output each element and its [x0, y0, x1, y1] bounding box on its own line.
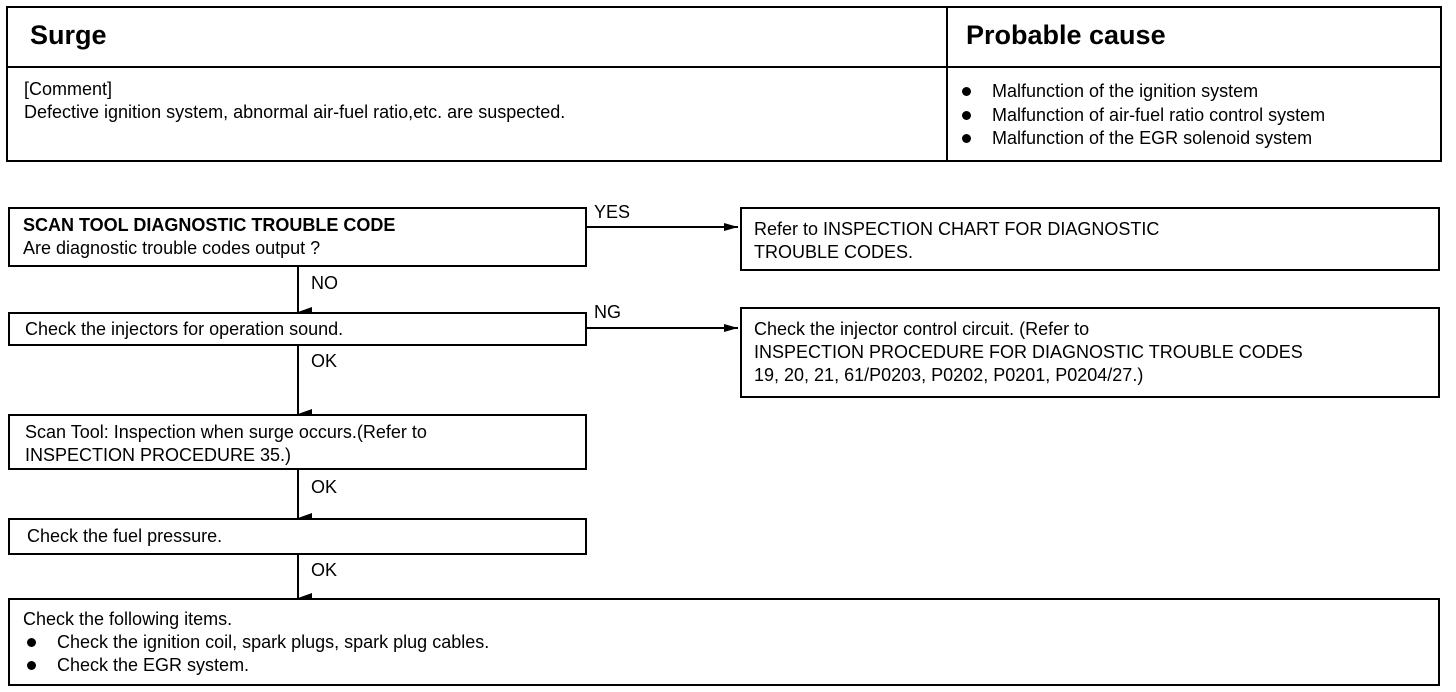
bullet-icon: [27, 638, 36, 647]
bullet-icon: [27, 661, 36, 670]
step-question: Are diagnostic trouble codes output ?: [23, 238, 321, 258]
ok-label-2: OK: [311, 477, 338, 497]
result-injector-circuit: Check the injector control circuit. (Refer to INSPECTION PROCEDURE FOR DIAGNOSTIC TROUBLE CODES 19, 20, 21, 61/P0203, P0202, P0201, P0204/27.): [740, 307, 1440, 398]
list-item: Malfunction of the EGR solenoid system: [958, 127, 1325, 151]
step-fuel-pressure: Check the fuel pressure.: [8, 518, 587, 555]
list-item: Check the EGR system.: [23, 654, 1426, 677]
list-item: Malfunction of air-fuel ratio control system: [958, 104, 1325, 128]
comment-text: Defective ignition system, abnormal air-fuel ratio,etc. are suspected.: [24, 102, 566, 122]
step-scan-tool-dtc: [8, 207, 587, 267]
step-injector-sound: Check the injectors for operation sound.: [8, 312, 587, 346]
step-check-items: [8, 598, 1440, 686]
step-title: SCAN TOOL DIAGNOSTIC TROUBLE CODE: [23, 215, 396, 235]
result-dtc-chart: Refer to INSPECTION CHART FOR DIAGNOSTIC TROUBLE CODES.: [740, 207, 1440, 271]
probable-cause-title: Probable cause: [966, 20, 1166, 50]
comment-label: [Comment]: [24, 79, 113, 99]
ng-label: NG: [594, 302, 621, 322]
no-label: NO: [311, 273, 338, 293]
ok-label-1: OK: [311, 351, 338, 371]
check-items-list: [23, 631, 1426, 677]
list-item: Check the ignition coil, spark plugs, spark plug cables.: [23, 631, 1426, 654]
symptom-title: Surge: [30, 20, 107, 50]
step-title: Check the following items.: [23, 609, 233, 629]
list-item: Malfunction of the ignition system: [958, 80, 1325, 104]
yes-label: YES: [594, 202, 631, 222]
step-scan-tool-surge: Scan Tool: Inspection when surge occurs.(Refer to INSPECTION PROCEDURE 35.): [8, 414, 587, 470]
ok-label-3: OK: [311, 560, 338, 580]
